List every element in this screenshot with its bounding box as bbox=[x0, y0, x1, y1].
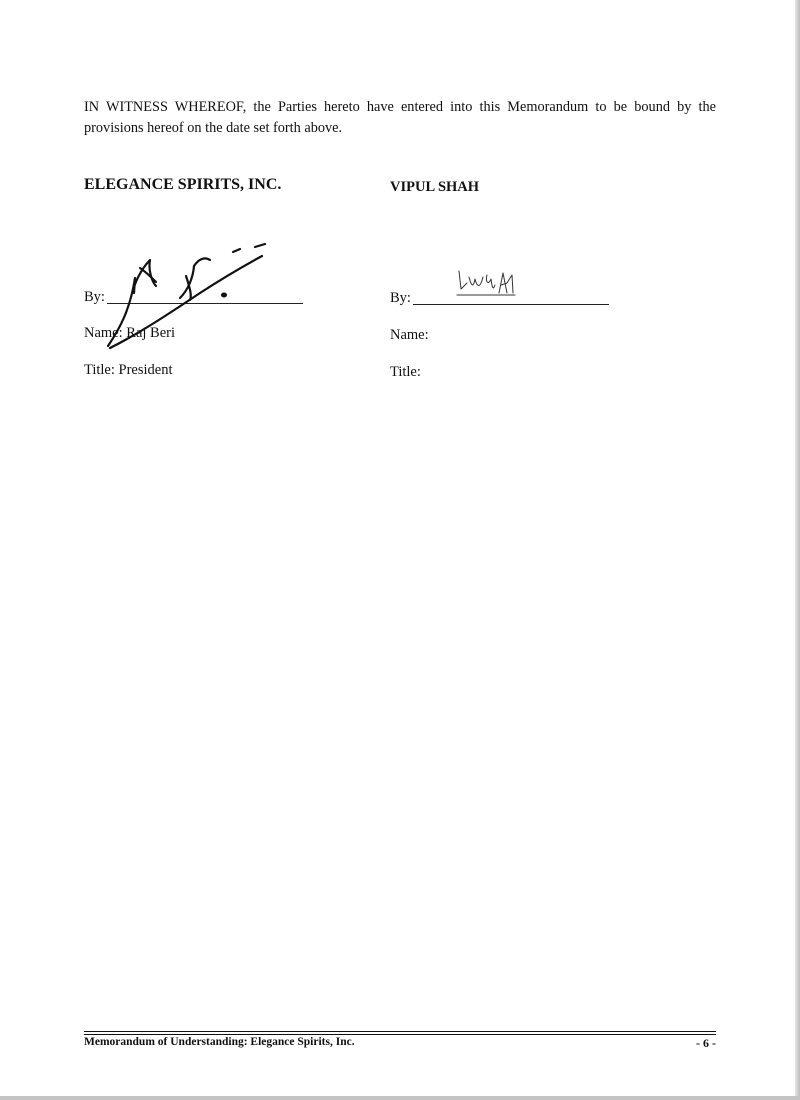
footer-document-title: Memorandum of Understanding: Elegance Spirits, Inc. bbox=[84, 1036, 355, 1048]
witness-line-1: IN WITNESS WHEREOF, the Parties hereto have entered into this Memorandum to be bound by the bbox=[84, 99, 716, 115]
witness-clause bbox=[84, 97, 716, 139]
right-handwritten-signature bbox=[455, 265, 525, 301]
party-left-name: ELEGANCE SPIRITS, INC. bbox=[84, 176, 282, 193]
footer-rule-secondary bbox=[84, 1034, 716, 1035]
footer-rule bbox=[84, 1031, 716, 1032]
scan-edge-right bbox=[795, 0, 800, 1100]
left-name-field: Name: Raj Beri bbox=[84, 325, 176, 341]
right-signature-line bbox=[413, 304, 609, 305]
right-name-field: Name: bbox=[390, 327, 429, 343]
party-right-name: VIPUL SHAH bbox=[390, 179, 480, 195]
right-title-field: Title: bbox=[390, 364, 421, 380]
right-by-label: By: bbox=[390, 290, 411, 306]
scan-edge-bottom bbox=[0, 1096, 800, 1100]
left-by-label: By: bbox=[84, 289, 105, 305]
left-title-field: Title: President bbox=[84, 362, 173, 378]
page-number: - 6 - bbox=[696, 1036, 716, 1050]
witness-line-2: provisions hereof on the date set forth above. bbox=[84, 120, 343, 136]
